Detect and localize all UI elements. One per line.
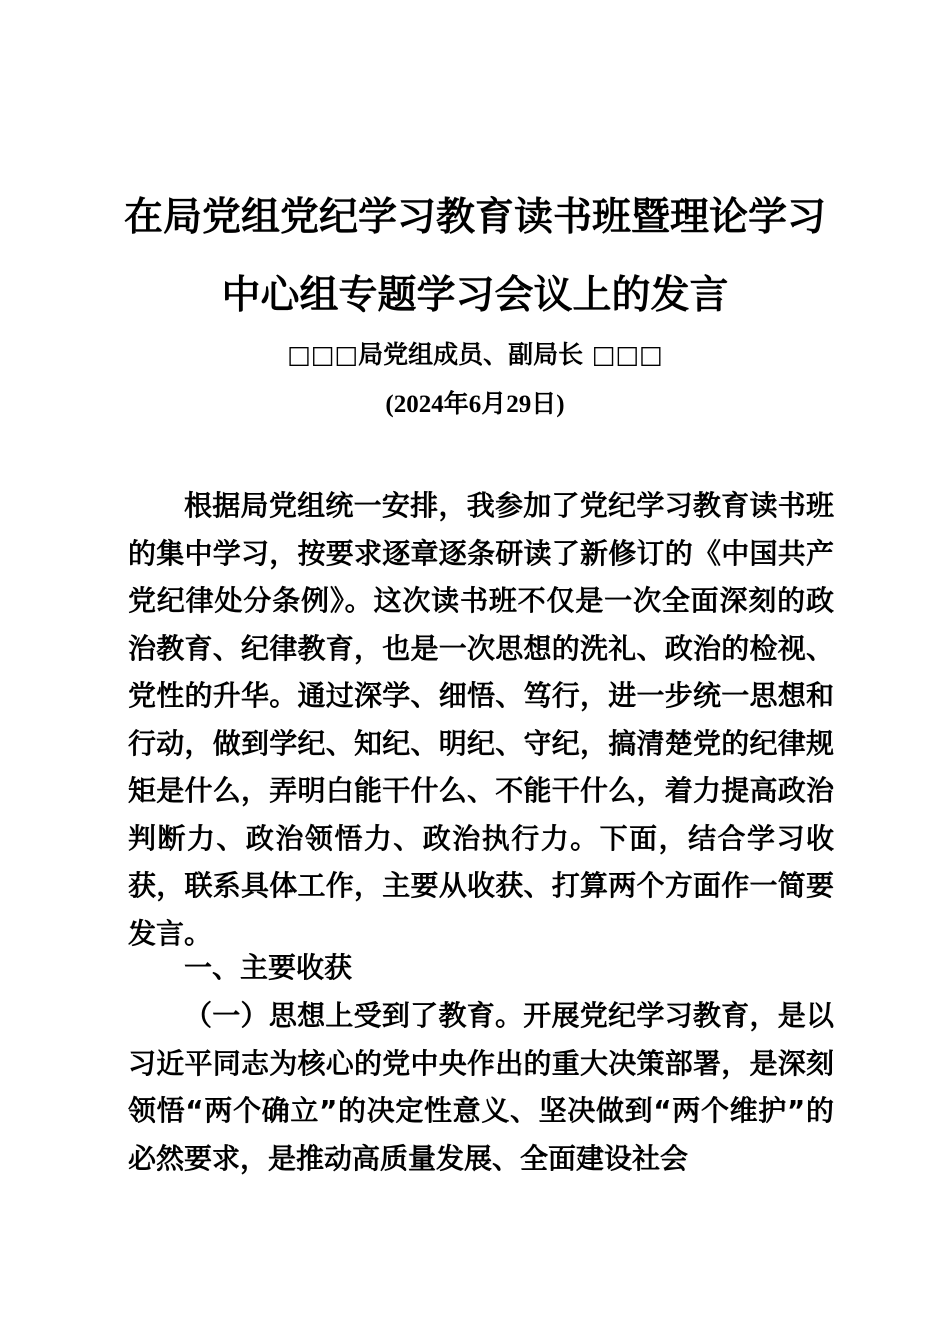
document-title-line-1: 在局党组党纪学习教育读书班暨理论学习 <box>123 195 826 240</box>
document-author: □□□局党组成员、副局长 □□□ <box>287 340 663 369</box>
body-paragraph-1: 根据局党组统一安排，我参加了党纪学习教育读书班的集中学习，按要求逐章逐条研读了新修订的《中国共产党纪律处分条例》。这次读书班不仅是一次全面深刻的政治教育、纪律教育，也是一次思想的洗礼、政治的检视、党性的升华。通过深学、细悟、笃行，进一步统一思想和行动，做到学纪、知纪、明纪、守纪，搞清楚党的纪律规矩是什么，弄明白能干什么、不能干什么，着力提高政治判断力、政治领悟力、政治执行力。下面，结合学习收获，联系具体工作，主要从收获、打算两个方面作一简要发言。 <box>128 489 834 950</box>
section-heading-1: 一、主要收获 <box>184 951 353 984</box>
body-paragraph-2: （一）思想上受到了教育。开展党纪学习教育，是以习近平同志为核心的党中央作出的重大决策部署，是深刻领悟“两个确立”的决定性意义、坚决做到“两个维护”的必然要求，是推动高质量发展、全面建设社会 <box>128 999 834 1175</box>
document-date: (2024年6月29日) <box>385 391 565 418</box>
document-title-line-2: 中心组专题学习会议上的发言 <box>221 273 729 318</box>
